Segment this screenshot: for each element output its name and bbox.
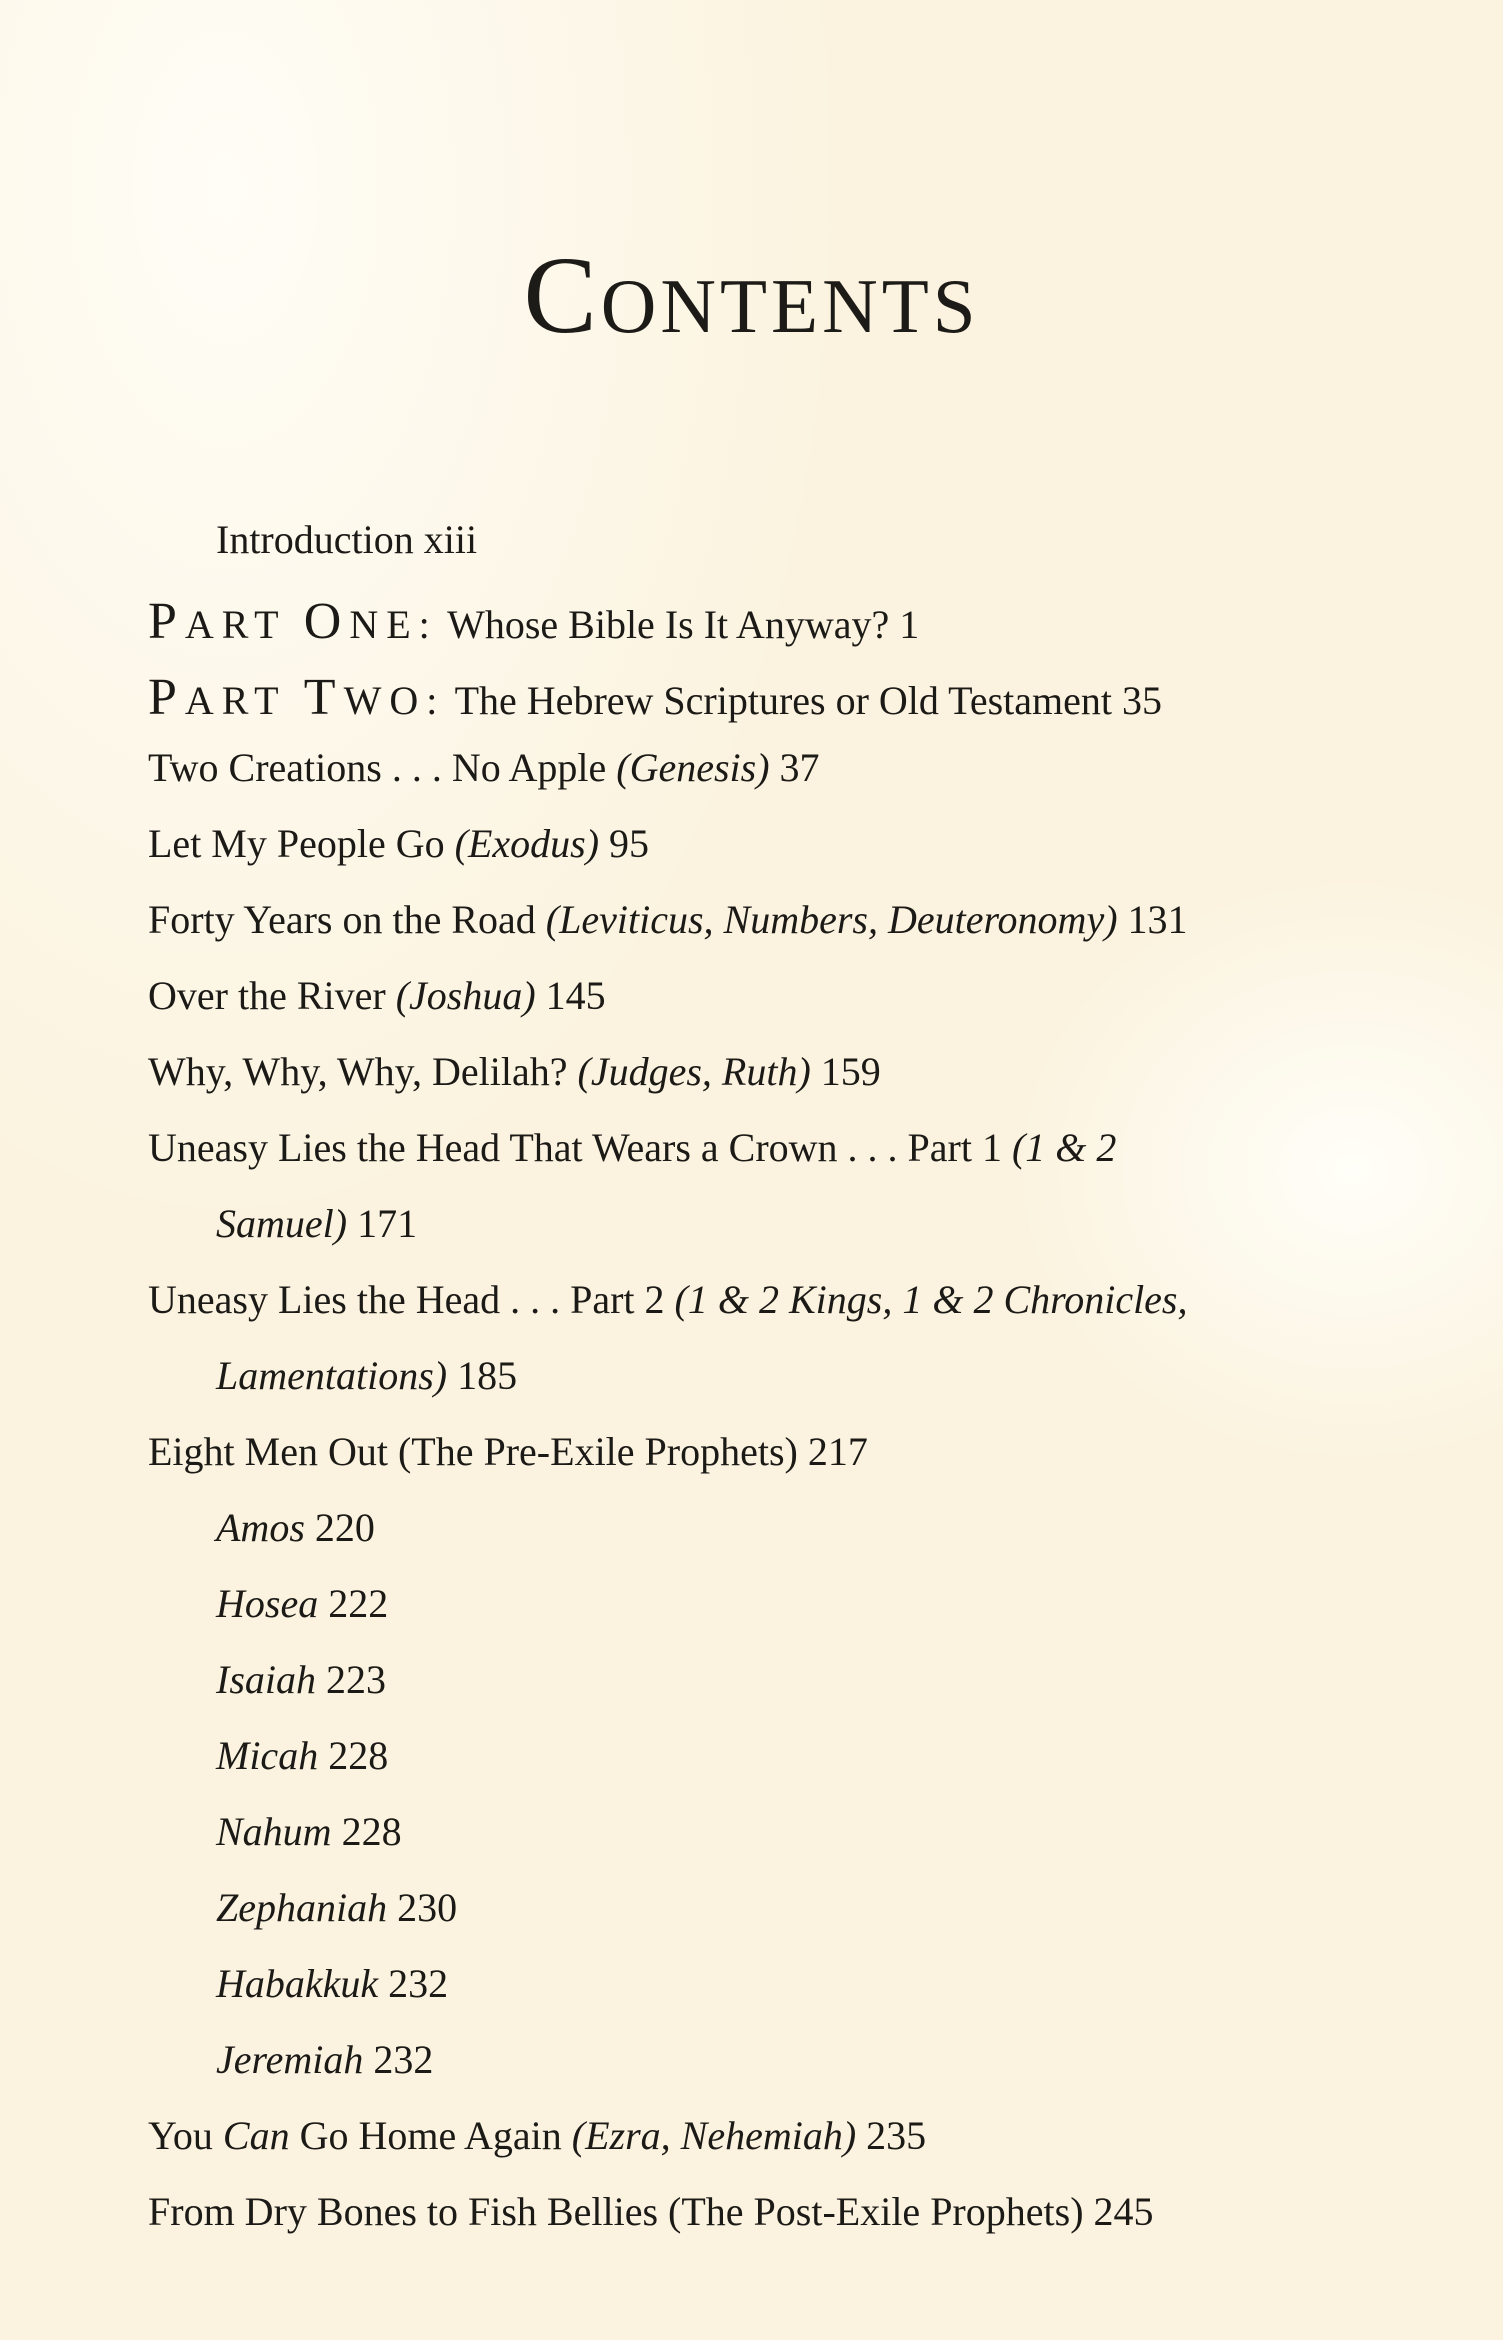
toc-entry-joshua: Over the River (Joshua) 145 [148, 973, 606, 1018]
page-number: 35 [1122, 678, 1162, 723]
toc-subentry-prophet: Hosea 222 [216, 1581, 389, 1626]
toc-subentry-prophet: Amos 220 [216, 1505, 375, 1550]
toc-subentry-prophet: Zephaniah 230 [216, 1885, 458, 1930]
toc-entry-introduction: Introduction xiii [216, 517, 478, 562]
page-number: 232 [373, 2037, 434, 2082]
part-label: PART TWO: [148, 669, 446, 726]
page-number: 230 [397, 1885, 458, 1930]
toc-subentry-prophet: Micah 228 [216, 1733, 389, 1778]
page-number: 228 [341, 1809, 402, 1854]
page-number: 228 [328, 1733, 389, 1778]
page-number: 131 [1127, 897, 1188, 942]
toc-entry-kings: Uneasy Lies the Head . . . Part 2 (1 & 2 Kings, 1 & 2 Chronicles, [148, 1277, 1188, 1322]
page-number: 222 [328, 1581, 389, 1626]
toc-subentry-prophet: Habakkuk 232 [216, 1961, 449, 2006]
page-number: 145 [545, 973, 606, 1018]
page-number: 159 [820, 1049, 881, 1094]
toc-entry-leviticus: Forty Years on the Road (Leviticus, Numbers, Deuteronomy) 131 [148, 897, 1188, 942]
toc-entry-ezra: You Can Go Home Again (Ezra, Nehemiah) 235 [148, 2113, 927, 2158]
toc-entry-pre-exile: Eight Men Out (The Pre-Exile Prophets) 217 [148, 1429, 868, 1474]
page-number: 95 [609, 821, 650, 866]
toc-entry-part-two: PART TWO: The Hebrew Scriptures or Old Testament 35 [148, 669, 1162, 726]
toc-entry-kings-continued: Lamentations) 185 [216, 1353, 518, 1398]
page-number: 185 [457, 1353, 518, 1398]
toc-entry-exodus: Let My People Go (Exodus) 95 [148, 821, 650, 866]
page-number: 217 [807, 1429, 868, 1474]
page-number: 235 [866, 2113, 927, 2158]
toc-entry-genesis: Two Creations . . . No Apple (Genesis) 37 [148, 745, 820, 790]
page-number: 171 [357, 1201, 418, 1246]
page-number: 1 [899, 602, 920, 647]
page-number: 245 [1093, 2189, 1154, 2234]
toc-entry-samuel: Uneasy Lies the Head That Wears a Crown . . . Part 1 (1 & 2 [148, 1125, 1117, 1170]
page-number: 220 [314, 1505, 375, 1550]
part-label: PART ONE: [148, 593, 438, 650]
page-number: 223 [326, 1657, 386, 1702]
page-number: 232 [388, 1961, 449, 2006]
toc-subentry-prophet: Isaiah 223 [216, 1657, 386, 1702]
toc-subentry-prophet: Jeremiah 232 [216, 2037, 434, 2082]
toc-entry-judges: Why, Why, Why, Delilah? (Judges, Ruth) 159 [148, 1049, 881, 1094]
toc-entry-post-exile: From Dry Bones to Fish Bellies (The Post-Exile Prophets) 245 [148, 2189, 1154, 2234]
toc-subentry-prophet: Nahum 228 [216, 1809, 402, 1854]
page-title: Contents [523, 234, 980, 356]
page-number: 37 [779, 745, 820, 790]
toc-entry-samuel-continued: Samuel) 171 [216, 1201, 418, 1246]
page-number: xiii [423, 517, 478, 562]
toc-entry-part-one: PART ONE: Whose Bible Is It Anyway? 1 [148, 593, 920, 650]
